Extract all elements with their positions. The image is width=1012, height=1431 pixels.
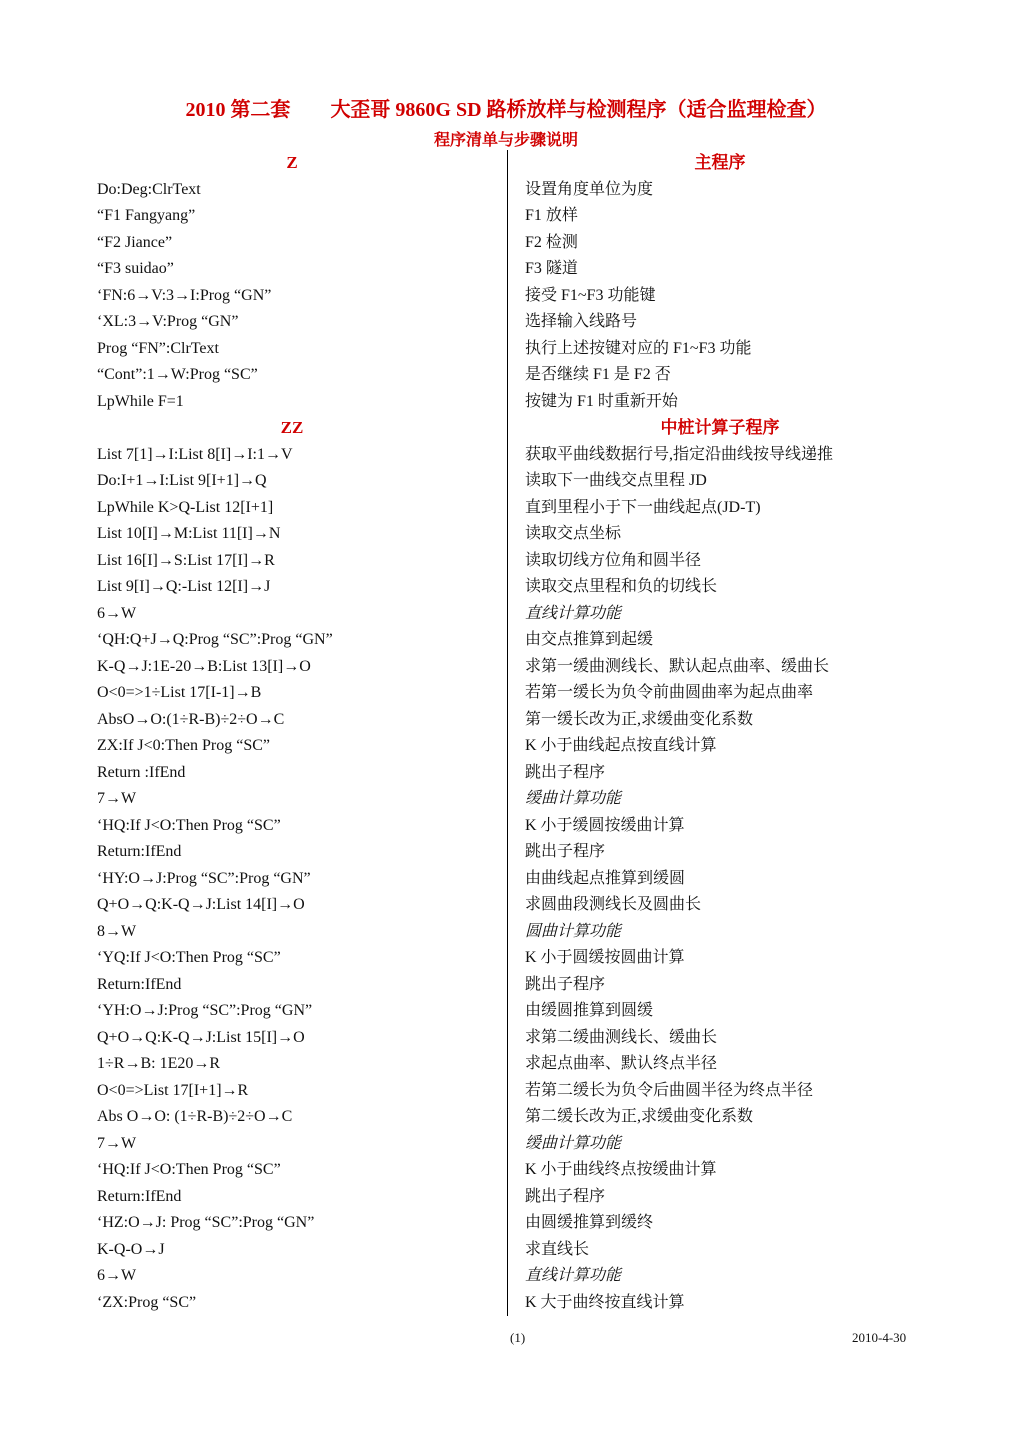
code-line: O<0=>1÷List 17[I-1]→B xyxy=(97,684,262,701)
description-line: 缓曲计算功能 xyxy=(525,790,622,807)
description-line: 圆曲计算功能 xyxy=(525,922,622,940)
description-line: 由圆缓推算到缓终 xyxy=(525,1214,654,1231)
title-red: 2010 第二套 xyxy=(185,99,291,121)
description-line: K 大于曲终按直线计算 xyxy=(525,1293,685,1311)
code-line: Q+O→Q:K-Q→J:List 15[I]→O xyxy=(97,1028,305,1046)
code-line: List 7[1]→I:List 8[I]→I:1→V xyxy=(97,445,293,463)
code-line-heading: ZZ xyxy=(280,418,304,437)
description-line: 获取平曲线数据行号,指定沿曲线按导线递推 xyxy=(525,445,834,463)
description-line: 求第二缓曲测线长、缓曲长 xyxy=(525,1028,718,1046)
description-line: 设置角度单位为度 xyxy=(525,180,654,198)
description-line: 直线计算功能 xyxy=(525,1267,622,1284)
code-line: ‘HQ:If J<O:Then Prog “SC” xyxy=(97,1161,281,1178)
description-line: K 小于曲线终点按缓曲计算 xyxy=(525,1161,717,1178)
description-line: 读取切线方位角和圆半径 xyxy=(525,551,702,569)
document-subtitle: 程序清单与步骤说明 xyxy=(433,132,578,149)
code-line: ‘HZ:O→J: Prog “SC”:Prog “GN” xyxy=(97,1214,315,1231)
code-line: “Cont”:1→W:Prog “SC” xyxy=(97,366,258,383)
code-line: LpWhile F=1 xyxy=(97,392,184,410)
description-line: K 小于缓圆按缓曲计算 xyxy=(525,816,685,834)
code-line: K-Q→J:1E-20→B:List 13[I]→O xyxy=(97,657,311,675)
code-line: Prog “FN”:ClrText xyxy=(97,339,219,357)
code-line: ‘YH:O→J:Prog “SC”:Prog “GN” xyxy=(97,1002,313,1019)
page-number: (1) xyxy=(510,1330,526,1345)
description-line: K 小于曲线起点按直线计算 xyxy=(525,737,717,754)
description-line: F3 隧道 xyxy=(525,260,578,277)
description-line: F1 放样 xyxy=(525,207,578,224)
code-line: Do:I+1→I:List 9[I+1]→Q xyxy=(97,472,267,489)
code-line: ‘XL:3→V:Prog “GN” xyxy=(97,313,239,330)
description-line: 选择输入线路号 xyxy=(525,313,638,330)
code-line: 7→W xyxy=(97,790,137,807)
code-line: List 9[I]→Q:-List 12[I]→J xyxy=(97,578,271,595)
description-line: 直线计算功能 xyxy=(525,604,622,622)
code-line-heading: Z xyxy=(286,153,298,172)
code-line: Return:IfEnd xyxy=(97,843,182,860)
description-line-heading: 中桩计算子程序 xyxy=(660,418,780,437)
description-line: 跳出子程序 xyxy=(525,975,606,993)
code-line: K-Q-O→J xyxy=(97,1240,165,1258)
code-line: 1÷R→B: 1E20→R xyxy=(97,1055,221,1072)
code-line: ‘FN:6→V:3→I:Prog “GN” xyxy=(97,286,272,304)
description-line: 若第二缓长为负令后曲圆半径为终点半径 xyxy=(525,1081,814,1099)
code-line: 8→W xyxy=(97,922,137,940)
code-line: Return :IfEnd xyxy=(97,763,186,781)
code-line: AbsO→O:(1÷R-B)÷2÷O→C xyxy=(97,710,285,728)
description-line: 第一缓长改为正,求缓曲变化系数 xyxy=(525,710,754,728)
description-line: 是否继续 F1 是 F2 否 xyxy=(525,366,671,383)
description-line: 缓曲计算功能 xyxy=(525,1134,622,1152)
description-line: 第二缓长改为正,求缓曲变化系数 xyxy=(525,1108,754,1125)
description-line: K 小于圆缓按圆曲计算 xyxy=(525,949,685,966)
code-line: O<0=>List 17[I+1]→R xyxy=(97,1081,249,1099)
code-line: Abs O→O: (1÷R-B)÷2÷O→C xyxy=(97,1108,293,1125)
description-line: 由曲线起点推算到缓圆 xyxy=(525,869,686,887)
footer-date: 2010-4-30 xyxy=(852,1330,907,1345)
code-line: ‘ZX:Prog “SC” xyxy=(97,1293,197,1311)
description-line-heading: 主程序 xyxy=(694,153,746,172)
description-line: F2 检测 xyxy=(525,233,578,251)
code-line: ‘HY:O→J:Prog “SC”:Prog “GN” xyxy=(97,869,311,887)
code-line: ‘YQ:If J<O:Then Prog “SC” xyxy=(97,949,281,966)
code-line: Return:IfEnd xyxy=(97,1187,182,1205)
code-line: List 10[I]→M:List 11[I]→N xyxy=(97,525,281,542)
document-title xyxy=(0,96,1012,124)
description-line: 若第一缓长为负令前曲圆曲率为起点曲率 xyxy=(525,684,814,701)
code-line: “F3 suidao” xyxy=(97,260,174,277)
description-line: 求直线长 xyxy=(525,1240,590,1258)
title-blue: 大歪哥 9860G SD 路桥放样与检测程序（适合监理检查） xyxy=(330,99,827,121)
description-line: 求起点曲率、默认终点半径 xyxy=(525,1055,718,1072)
description-line: 由缓圆推算到圆缓 xyxy=(525,1002,654,1019)
code-line: Q+O→Q:K-Q→J:List 14[I]→O xyxy=(97,896,305,913)
description-line: 直到里程小于下一曲线起点(JD-T) xyxy=(525,498,761,516)
code-line: “F1 Fangyang” xyxy=(97,207,196,224)
code-line: 6→W xyxy=(97,604,137,622)
code-line: Return:IfEnd xyxy=(97,975,182,993)
code-line: List 16[I]→S:List 17[I]→R xyxy=(97,551,275,569)
description-line: 求第一缓曲测线长、默认起点曲率、缓曲长 xyxy=(525,657,830,675)
description-line: 跳出子程序 xyxy=(525,1187,606,1205)
description-line: 执行上述按键对应的 F1~F3 功能 xyxy=(525,339,752,357)
description-line: 由交点推算到起缓 xyxy=(525,631,654,648)
description-line: 按键为 F1 时重新开始 xyxy=(525,392,678,410)
description-line: 接受 F1~F3 功能键 xyxy=(525,286,656,304)
description-line: 跳出子程序 xyxy=(525,843,606,860)
code-line: ZX:If J<0:Then Prog “SC” xyxy=(97,737,270,754)
column-divider xyxy=(507,150,508,1316)
code-line: LpWhile K>Q-List 12[I+1] xyxy=(97,498,274,516)
description-column xyxy=(525,150,965,1316)
code-line: Do:Deg:ClrText xyxy=(97,180,201,198)
code-line: “F2 Jiance” xyxy=(97,233,173,251)
code-line: ‘QH:Q+J→Q:Prog “SC”:Prog “GN” xyxy=(97,631,333,648)
description-line: 读取下一曲线交点里程 JD xyxy=(525,472,707,489)
description-line: 读取交点坐标 xyxy=(525,525,622,542)
description-line: 读取交点里程和负的切线长 xyxy=(525,578,718,595)
description-line: 求圆曲段测线长及圆曲长 xyxy=(525,896,702,913)
description-line: 跳出子程序 xyxy=(525,763,606,781)
code-column xyxy=(97,150,497,1316)
code-line: ‘HQ:If J<O:Then Prog “SC” xyxy=(97,816,281,834)
code-line: 6→W xyxy=(97,1267,137,1284)
code-line: 7→W xyxy=(97,1134,137,1152)
